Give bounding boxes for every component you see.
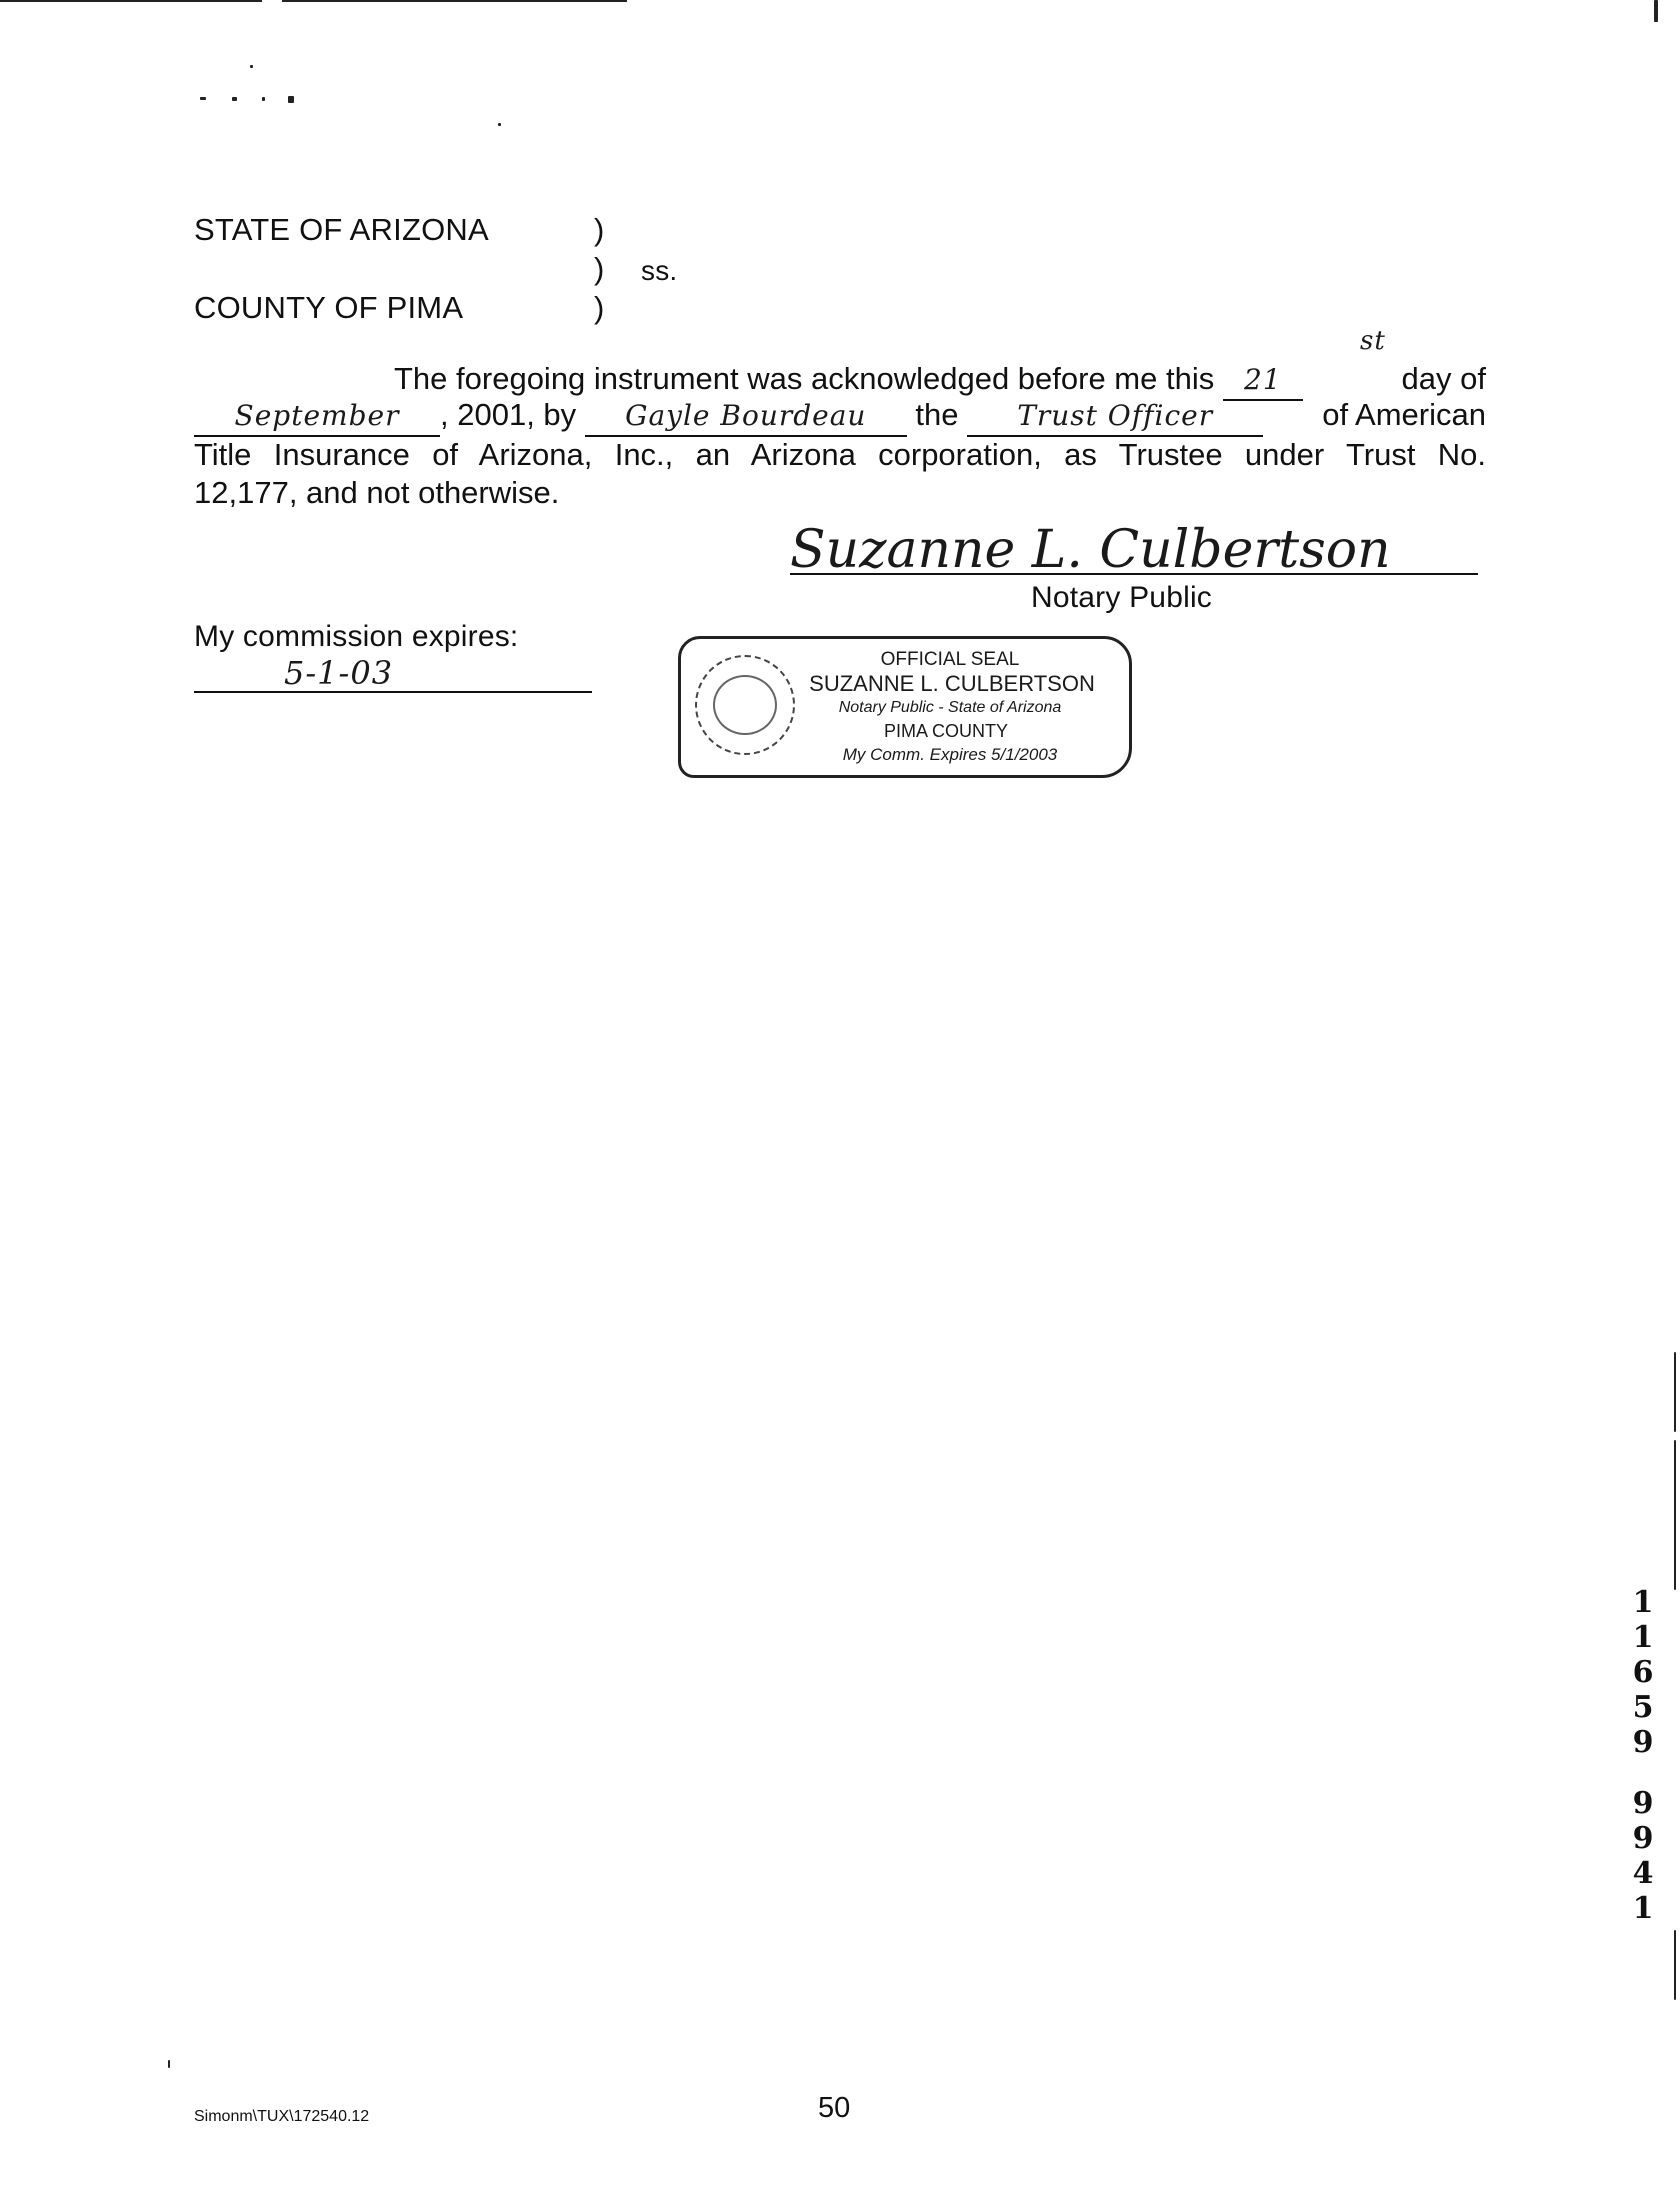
recording-digit: 4 <box>1632 1856 1654 1891</box>
title-blank <box>967 396 1263 437</box>
scan-line-top-mid <box>282 0 627 2</box>
official-seal <box>678 636 1132 778</box>
notary-public-label: Notary Public <box>1031 581 1213 614</box>
recording-digit: 1 <box>1632 1620 1654 1655</box>
recording-number <box>1628 1585 1658 1926</box>
scan-speck <box>1654 0 1658 22</box>
ack-line-1 <box>394 360 1486 401</box>
ack-line-2 <box>194 396 1486 437</box>
venue-state: STATE OF ARIZONA <box>194 212 489 247</box>
name-blank <box>585 396 907 437</box>
ack-text-1: The foregoing instrument was acknowledged before me this <box>394 361 1215 396</box>
scan-speck <box>200 97 206 100</box>
ack-text-3: , 2001, by <box>440 397 577 432</box>
recording-digit: 1 <box>1632 1891 1654 1926</box>
venue-county: COUNTY OF PIMA <box>194 290 464 325</box>
recording-digit: 6 <box>1632 1655 1654 1690</box>
month-blank <box>194 396 440 437</box>
venue-paren: ) <box>594 251 605 286</box>
name-value: Gayle Bourdeau <box>625 399 867 432</box>
scan-speck <box>1674 1352 1676 1432</box>
scan-speck <box>1674 1930 1676 2000</box>
scan-speck <box>168 2060 170 2068</box>
page-number: 50 <box>818 2092 851 2124</box>
recording-digit: 9 <box>1632 1821 1654 1856</box>
ack-text-2: day of <box>1401 361 1486 396</box>
scan-speck <box>250 65 253 68</box>
scan-line-top-left <box>0 0 262 2</box>
day-blank <box>1223 360 1303 401</box>
scan-speck <box>262 97 265 101</box>
seal-name: SUZANNE L. CULBERTSON <box>809 671 1095 696</box>
recording-digit: 9 <box>1632 1786 1654 1821</box>
seal-expiry: My Comm. Expires 5/1/2003 <box>842 745 1058 764</box>
state-seal-emblem <box>695 655 795 755</box>
seal-notary-line: Notary Public - State of Arizona <box>838 699 1062 716</box>
ack-line-3: Title Insurance of Arizona, Inc., an Arizona corporation, as Trustee under Trust No. <box>194 437 1486 472</box>
month-value: September <box>234 399 400 432</box>
commission-label: My commission expires: <box>194 620 519 653</box>
signature-line <box>790 573 1478 575</box>
scan-speck <box>1674 1440 1676 1590</box>
day-suffix: st <box>1360 326 1386 356</box>
seal-county: PIMA COUNTY <box>883 721 1008 741</box>
ack-text-5: of American <box>1322 397 1486 432</box>
ack-text-4: the <box>915 397 959 432</box>
scan-speck <box>232 97 237 101</box>
title-value: Trust Officer <box>1017 399 1214 432</box>
footer-file-path: Simonm\TUX\172540.12 <box>194 2108 370 2125</box>
commission-value: 5-1-03 <box>284 654 394 692</box>
recording-digit: 9 <box>1632 1725 1654 1760</box>
recording-digit: 5 <box>1632 1690 1654 1725</box>
venue-paren: ) <box>594 212 605 247</box>
scan-speck <box>288 96 294 103</box>
day-value: 21 <box>1244 363 1282 396</box>
scan-speck <box>498 123 501 126</box>
venue-ss: ss. <box>641 255 678 286</box>
ack-line-4: 12,177, and not otherwise. <box>194 475 560 510</box>
seal-title: OFFICIAL SEAL <box>880 649 1020 670</box>
commission-line <box>194 691 592 693</box>
state-seal-inner <box>713 675 777 735</box>
notary-signature: Suzanne L. Culbertson <box>790 520 1391 580</box>
venue-paren: ) <box>594 290 605 325</box>
recording-digit: 1 <box>1632 1585 1654 1620</box>
